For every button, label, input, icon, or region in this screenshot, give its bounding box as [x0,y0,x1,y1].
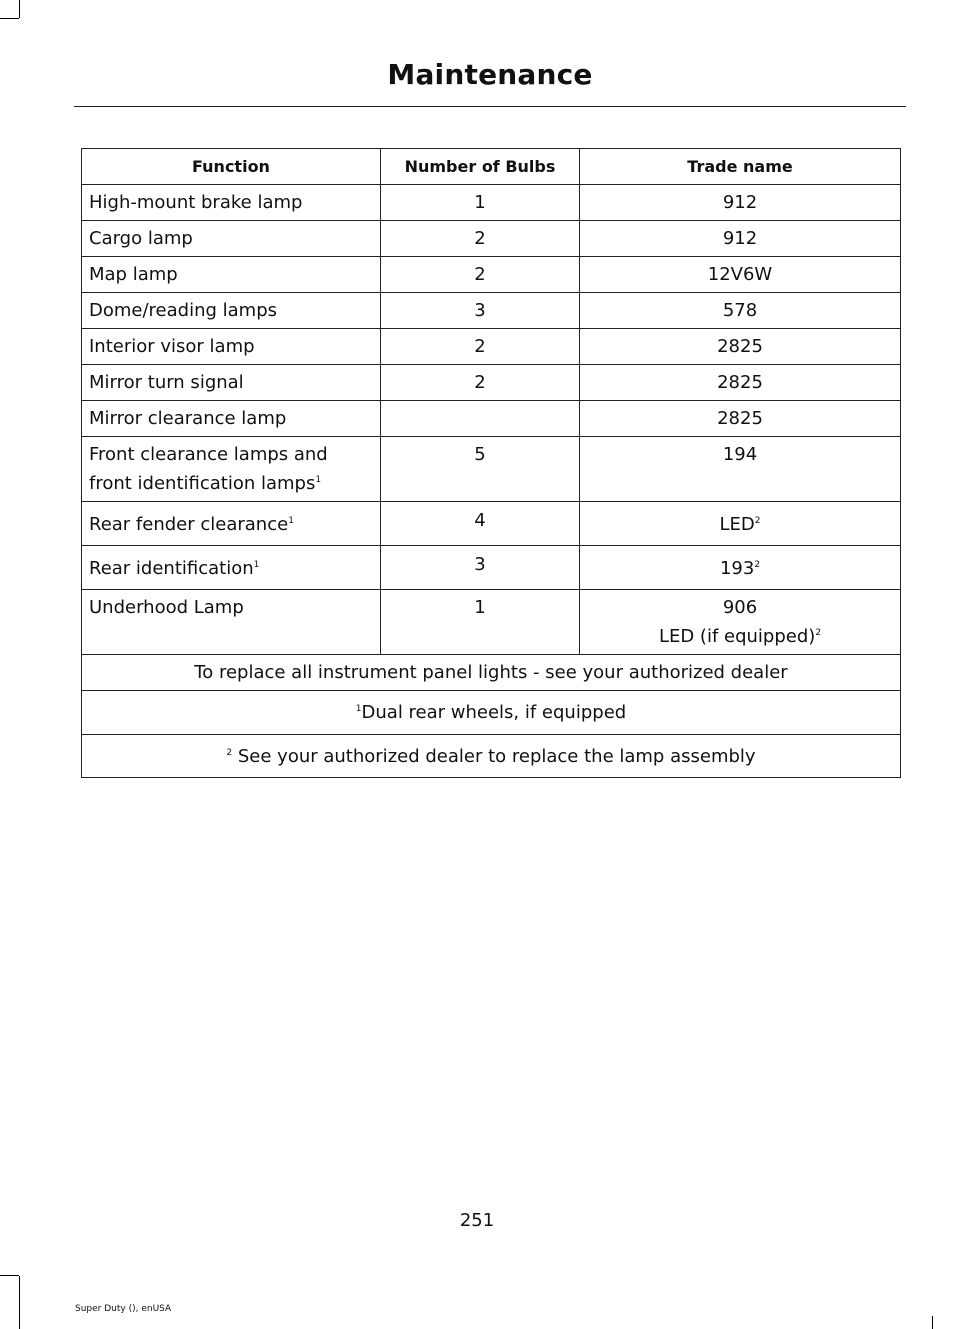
footer-text: Super Duty (), enUSA [75,1304,172,1314]
crop-mark [19,0,20,18]
table-row [82,401,901,437]
function-cell: Mirror turn signal [82,365,381,401]
function-cell: Interior visor lamp [82,329,381,365]
trade-name-cell: 912 [580,221,901,257]
trade-name-cell: 912 [580,185,901,221]
footnote-text: Dual rear wheels, if equipped [361,702,627,723]
function-cell [82,437,381,502]
function-cell: High-mount brake lamp [82,185,381,221]
crop-mark [19,1276,20,1329]
trade-name-text: LED [719,513,755,535]
trade-name-text: 193 [719,557,755,579]
table-row [82,329,901,365]
footnote-marker: 1 [315,475,322,485]
function-text-line: Front clearance lamps and [89,444,328,465]
footnote-1 [82,691,901,735]
instrument-panel-note: To replace all instrument panel lights - see your authorized dealer [82,655,901,691]
bulb-count-cell [381,401,580,437]
bulb-count-cell: 3 [381,546,580,590]
function-cell: Dome/reading lamps [82,293,381,329]
footnote-text: See your authorized dealer to replace the lamp assembly [232,745,756,767]
column-header-function: Function [82,149,381,185]
bulb-count-cell: 3 [381,293,580,329]
crop-mark [932,1316,933,1329]
bulb-count-cell: 2 [381,257,580,293]
trade-name-cell: 2825 [580,401,901,437]
title-divider [74,106,906,107]
table-row [82,546,901,590]
table-header-row [82,149,901,185]
table-row [82,437,901,502]
footnote-row [82,735,901,778]
function-text: Rear fender clearance [89,513,289,535]
bulb-count-cell: 1 [381,185,580,221]
trade-name-cell: 12V6W [580,257,901,293]
table-row [82,185,901,221]
table-row [82,365,901,401]
bulb-count-cell: 5 [381,437,580,502]
footnote-marker: 1 [253,559,260,570]
trade-name-cell [580,590,901,655]
footnote-marker: 2 [815,628,822,638]
footnote-marker: 2 [754,559,761,570]
trade-name-cell: 2825 [580,365,901,401]
function-cell: Map lamp [82,257,381,293]
crop-mark [0,18,19,19]
trade-name-cell: 2825 [580,329,901,365]
footnote-row [82,691,901,735]
table-row [82,257,901,293]
page-number: 251 [459,1210,495,1231]
bulb-count-cell: 4 [381,502,580,546]
trade-name-text-line: LED (if equipped) [658,626,816,647]
footnote-2 [82,735,901,778]
trade-name-cell [580,502,901,546]
footnote-marker: 2 [754,515,761,526]
bulb-specification-table [81,148,901,778]
table-row [82,590,901,655]
bulb-count-cell: 2 [381,365,580,401]
trade-name-text-line: 906 [722,597,758,618]
footnote-marker: 2 [226,747,233,758]
footnote-marker: 1 [288,515,294,526]
table-row [82,502,901,546]
function-text-line: front identification lamps [89,473,316,494]
function-cell: Cargo lamp [82,221,381,257]
footnote-marker: 1 [355,704,362,714]
function-text: Rear identification [89,557,254,579]
column-header-number-of-bulbs: Number of Bulbs [381,149,580,185]
function-cell: Underhood Lamp [82,590,381,655]
table-note-row [82,655,901,691]
function-cell [82,502,381,546]
column-header-trade-name: Trade name [580,149,901,185]
bulb-count-cell: 2 [381,221,580,257]
trade-name-cell: 578 [580,293,901,329]
trade-name-cell [580,546,901,590]
bulb-count-cell: 1 [381,590,580,655]
page-title: Maintenance [387,58,593,91]
function-cell: Mirror clearance lamp [82,401,381,437]
trade-name-cell: 194 [580,437,901,502]
function-cell [82,546,381,590]
table-row [82,293,901,329]
crop-mark [0,1275,19,1276]
table-row [82,221,901,257]
bulb-count-cell: 2 [381,329,580,365]
